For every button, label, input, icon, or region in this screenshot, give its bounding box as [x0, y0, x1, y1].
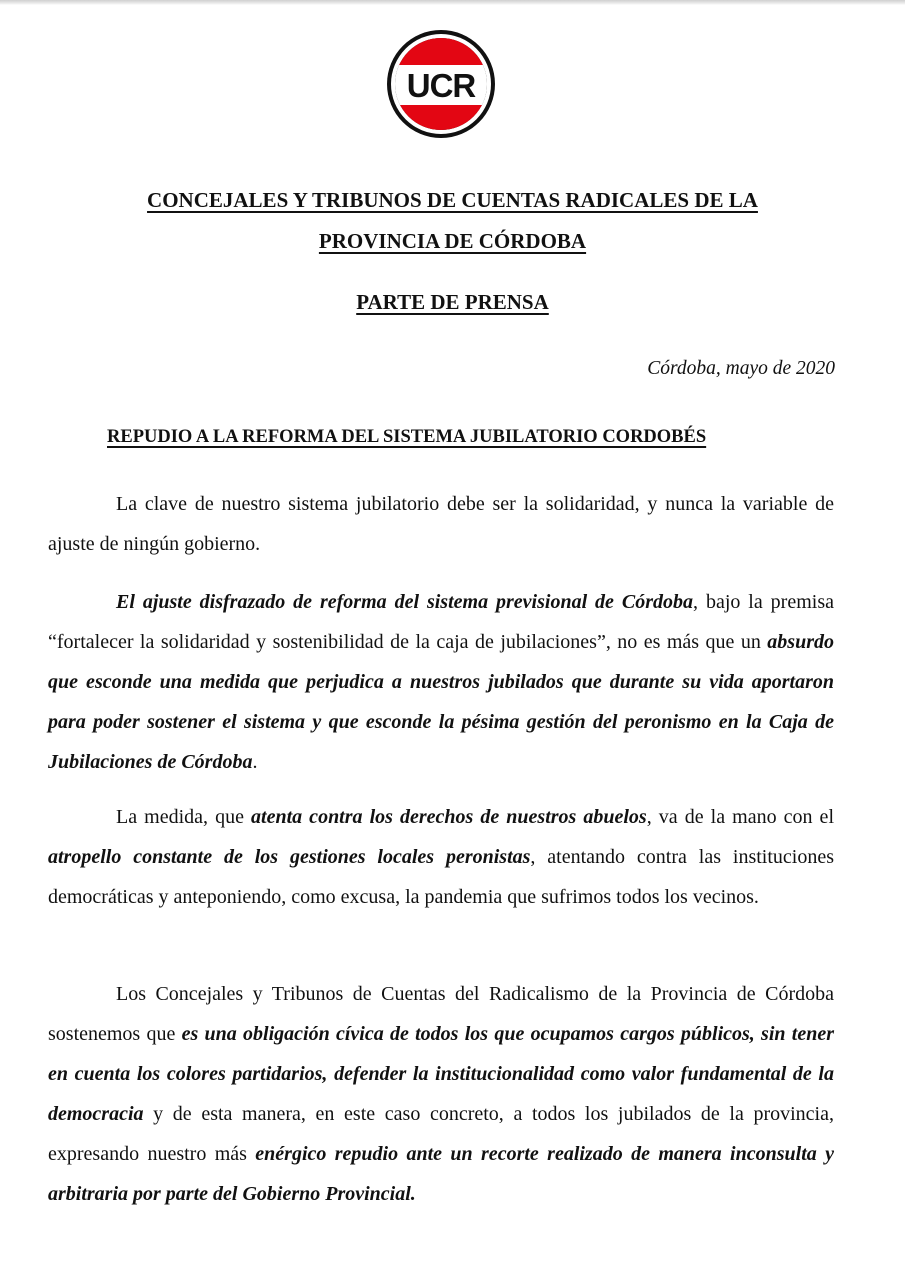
document-title-line-1: CONCEJALES Y TRIBUNOS DE CUENTAS RADICALES DE LA	[147, 188, 758, 212]
document-title-line-2: PROVINCIA DE CÓRDOBA	[318, 229, 587, 253]
paragraph-4: Los Concejales y Tribunos de Cuentas del Radicalismo de la Provincia de Córdoba sostenemos que es una obligación cívica de todos los que ocupamos cargos públicos, sin tener en cuenta los colores partidarios, defender la institucionalidad como valor fundamental de la democracia y de esta manera, en este caso concreto, a todos los jubilados de la provincia, expresando nuestro más enérgico repudio ante un recorte realizado de manera inconsulta y arbitraria por parte del Gobierno Provincial.	[48, 983, 834, 1205]
top-edge-divider	[0, 0, 905, 5]
paragraph-3: La medida, que atenta contra los derechos de nuestros abuelos, va de la mano con el atropello constante de los gestiones locales peronistas, atentando contra las instituciones democráticas y anteponiendo, como excusa, la pandemia que sufrimos todos los vecinos.	[48, 806, 834, 908]
subject-heading: REPUDIO A LA REFORMA DEL SISTEMA JUBILATORIO CORDOBÉS	[107, 427, 707, 447]
paragraph-2: El ajuste disfrazado de reforma del sistema previsional de Córdoba, bajo la premisa “fortalecer la solidaridad y sostenibilidad de la caja de jubilaciones”, no es más que un absurdo que esconde una medida que perjudica a nuestros jubilados que durante su vida aportaron para poder sostener el sistema y que esconde la pésima gestión del peronismo en la Caja de Jubilaciones de Córdoba.	[48, 591, 834, 773]
document-subtitle: PARTE DE PRENSA	[356, 290, 549, 314]
paragraph-1: La clave de nuestro sistema jubilatorio debe ser la solidaridad, y nunca la variable de ajuste de ningún gobierno.	[48, 493, 834, 555]
date-line: Córdoba, mayo de 2020	[647, 358, 835, 379]
ucr-logo	[384, 29, 498, 139]
logo-text: UCR	[406, 67, 476, 104]
